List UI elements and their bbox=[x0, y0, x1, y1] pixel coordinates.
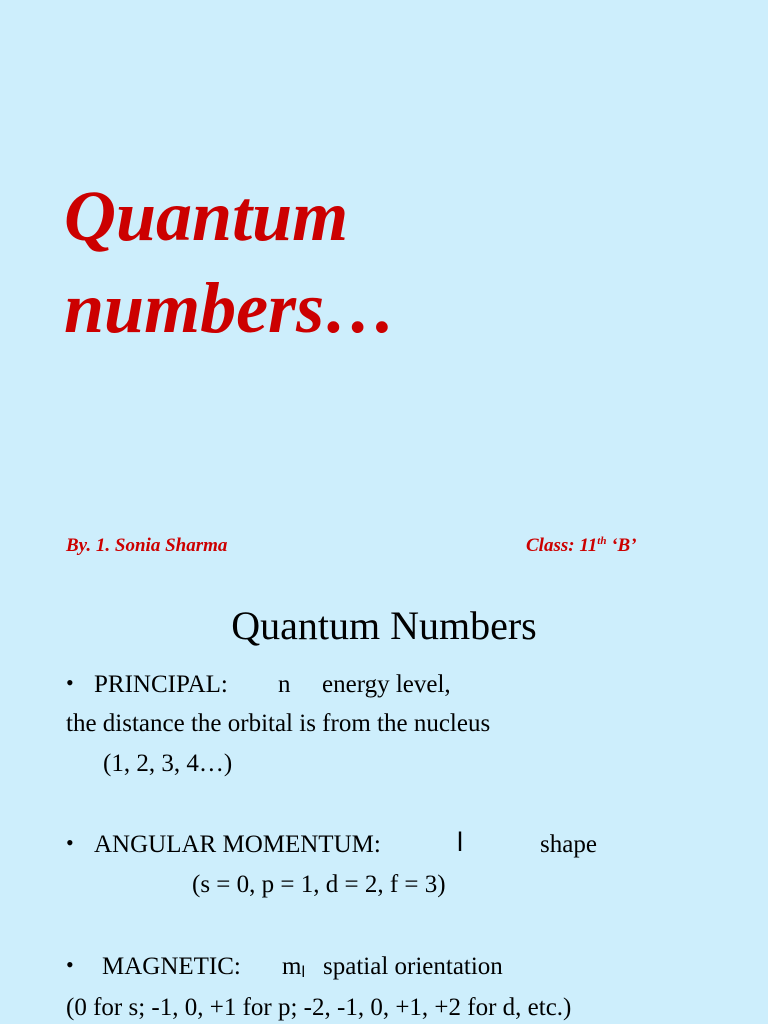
principal-meaning: energy level, bbox=[322, 671, 451, 698]
angular-symbol: l bbox=[457, 827, 463, 857]
cover-title-line-1: Quantum bbox=[64, 176, 349, 256]
class-suffix: ‘B’ bbox=[606, 535, 637, 556]
principal-values: (1, 2, 3, 4…) bbox=[103, 750, 233, 777]
magnetic-label: MAGNETIC: bbox=[102, 953, 241, 980]
bullet-angular: • bbox=[66, 830, 74, 855]
angular-label: ANGULAR MOMENTUM: bbox=[94, 831, 381, 858]
principal-description: the distance the orbital is from the nucleus bbox=[66, 710, 491, 737]
class-line bbox=[526, 536, 637, 555]
magnetic-values: (0 for s; -1, 0, +1 for p; -2, -1, 0, +1, +2 for d, etc.) bbox=[66, 994, 572, 1021]
angular-meaning: shape bbox=[540, 831, 597, 858]
magnetic-meaning: spatial orientation bbox=[323, 953, 503, 980]
magnetic-subscript: l bbox=[301, 964, 306, 981]
cover-title-line-2: numbers… bbox=[64, 268, 397, 348]
slide-title: Quantum Numbers bbox=[231, 603, 537, 648]
class-superscript: th bbox=[597, 535, 607, 547]
magnetic-symbol-group bbox=[282, 954, 305, 981]
author-line: By. 1. Sonia Sharma bbox=[66, 535, 228, 556]
class-prefix: Class: 11 bbox=[526, 535, 598, 556]
angular-values: (s = 0, p = 1, d = 2, f = 3) bbox=[192, 871, 446, 898]
principal-symbol: n bbox=[278, 671, 291, 698]
principal-label: PRINCIPAL: bbox=[94, 671, 228, 698]
bullet-magnetic: • bbox=[66, 952, 74, 977]
bullet-principal: • bbox=[66, 670, 74, 695]
magnetic-symbol: m bbox=[282, 953, 302, 980]
